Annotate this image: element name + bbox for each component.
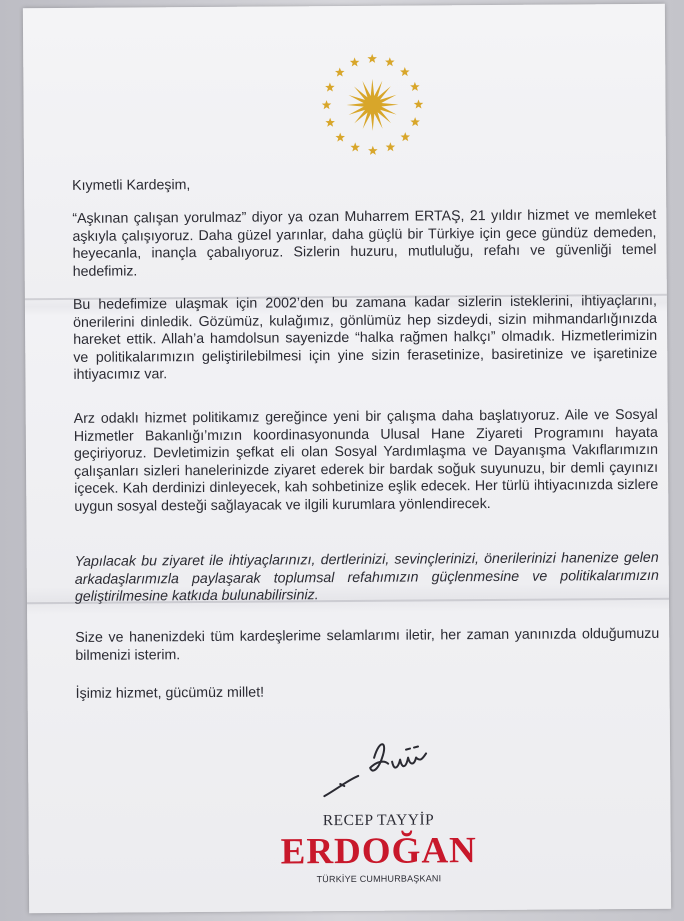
emblem-star-icon [414, 99, 424, 108]
letter-paragraph: Yapılacak bu ziyaret ile ihtiyaçlarınızı, dertlerinizi, sevinçlerinizi, önerilerinizi hanenize gelen arkadaşlarımızla paylaşarak toplumsal refahımızın güçlenmesine ve politikalarımızın geliştirilmesine katkıda bulunabilirsiniz. [74, 549, 659, 605]
emblem-star-icon [325, 82, 335, 91]
emblem-star-icon [322, 100, 332, 109]
letter-paragraph: “Aşkınan çalışan yorulmaz” diyor ya ozan Muharrem ERTAŞ, 21 yıldır hizmet ve memleket aşkıyla çalışıyoruz. Daha güzel yarınlar, daha güçlü bir Türkiye için gece gündüz demeden, heyecanla, inançla çabalıyoruz. Sizlerin huzuru, mutluluğu, refahı ve güvenliği temel hedefimiz. [72, 206, 657, 280]
emblem-star-icon [400, 67, 410, 76]
salutation: Kıymetli Kardeşim, [72, 177, 191, 194]
emblem-star-icon [368, 146, 378, 155]
emblem-star-icon [410, 117, 420, 126]
emblem-star-icon [350, 57, 360, 66]
closing-line: İşimiz hizmet, gücümüz millet! [75, 684, 265, 702]
emblem-star-icon [350, 142, 360, 151]
letter-paragraph: Size ve hanenizdeki tüm kardeşlerime selamlarımı iletir, her zaman yanınızda olduğumuzu bilmenizi isterim. [75, 625, 660, 664]
letter-paper [23, 4, 671, 913]
emblem-star-icon [386, 142, 396, 151]
presidential-emblem-icon [313, 49, 432, 160]
emblem-star-icon [335, 67, 345, 76]
emblem-star-icon [400, 132, 410, 141]
signer-first-name: RECEP TAYYİP [322, 811, 435, 830]
emblem-star-icon [367, 54, 377, 63]
signer-last-name: ERDOĞAN [280, 830, 477, 873]
emblem-sun-core-icon [364, 97, 380, 113]
letter-paragraph: Arz odaklı hizmet politikamız gereğince yeni bir çalışma daha başlatıyoruz. Aile ve Sosyal Hizmetler Bakanlığı’mızın koordinasyonunda Ulusal Hane Ziyareti Programını hayata geçiriyoruz. Devletimizin şefkat eli olan Sosyal Yardımlaşma ve Dayanışma Vakıflarımızın çalışanları sizleri hanelerinizde ziyaret ederek bir bardak soğuk suyunuzu, bir demli çayınızı içecek. Kah derdinizi dinleyecek, kah sohbetinize eşlik edecek. Her türlü ihtiyacınızda sizlere uygun sosyal desteği sağlayacak ve ilgili kurumlara yönlendirecek. [73, 406, 659, 515]
emblem-star-icon [325, 118, 335, 127]
letter-paragraph: Bu hedefimize ulaşmak için 2002’den bu zamana kadar sizlerin isteklerini, ihtiyaçlarını, önerilerini dinledik. Gözümüz, kulağımız, gönlümüz hep sizdeydi, sizin mihmandarlığınızda hareket ettik. Allah’a hamdolsun sayenizde “halka rağmen halkçı” olmadık. Hizmetlerimizin ve politikalarımızın geliştirilebilmesi için yine sizin ferasetinize, basiretinize ve işaretinize ihtiyacımız var. [72, 292, 658, 383]
signature-icon [318, 727, 469, 808]
emblem-star-icon [335, 133, 345, 142]
signer-title: TÜRKİYE CUMHURBAŞKANI [316, 873, 442, 885]
emblem-star-icon [385, 57, 395, 66]
emblem-star-icon [410, 82, 420, 91]
